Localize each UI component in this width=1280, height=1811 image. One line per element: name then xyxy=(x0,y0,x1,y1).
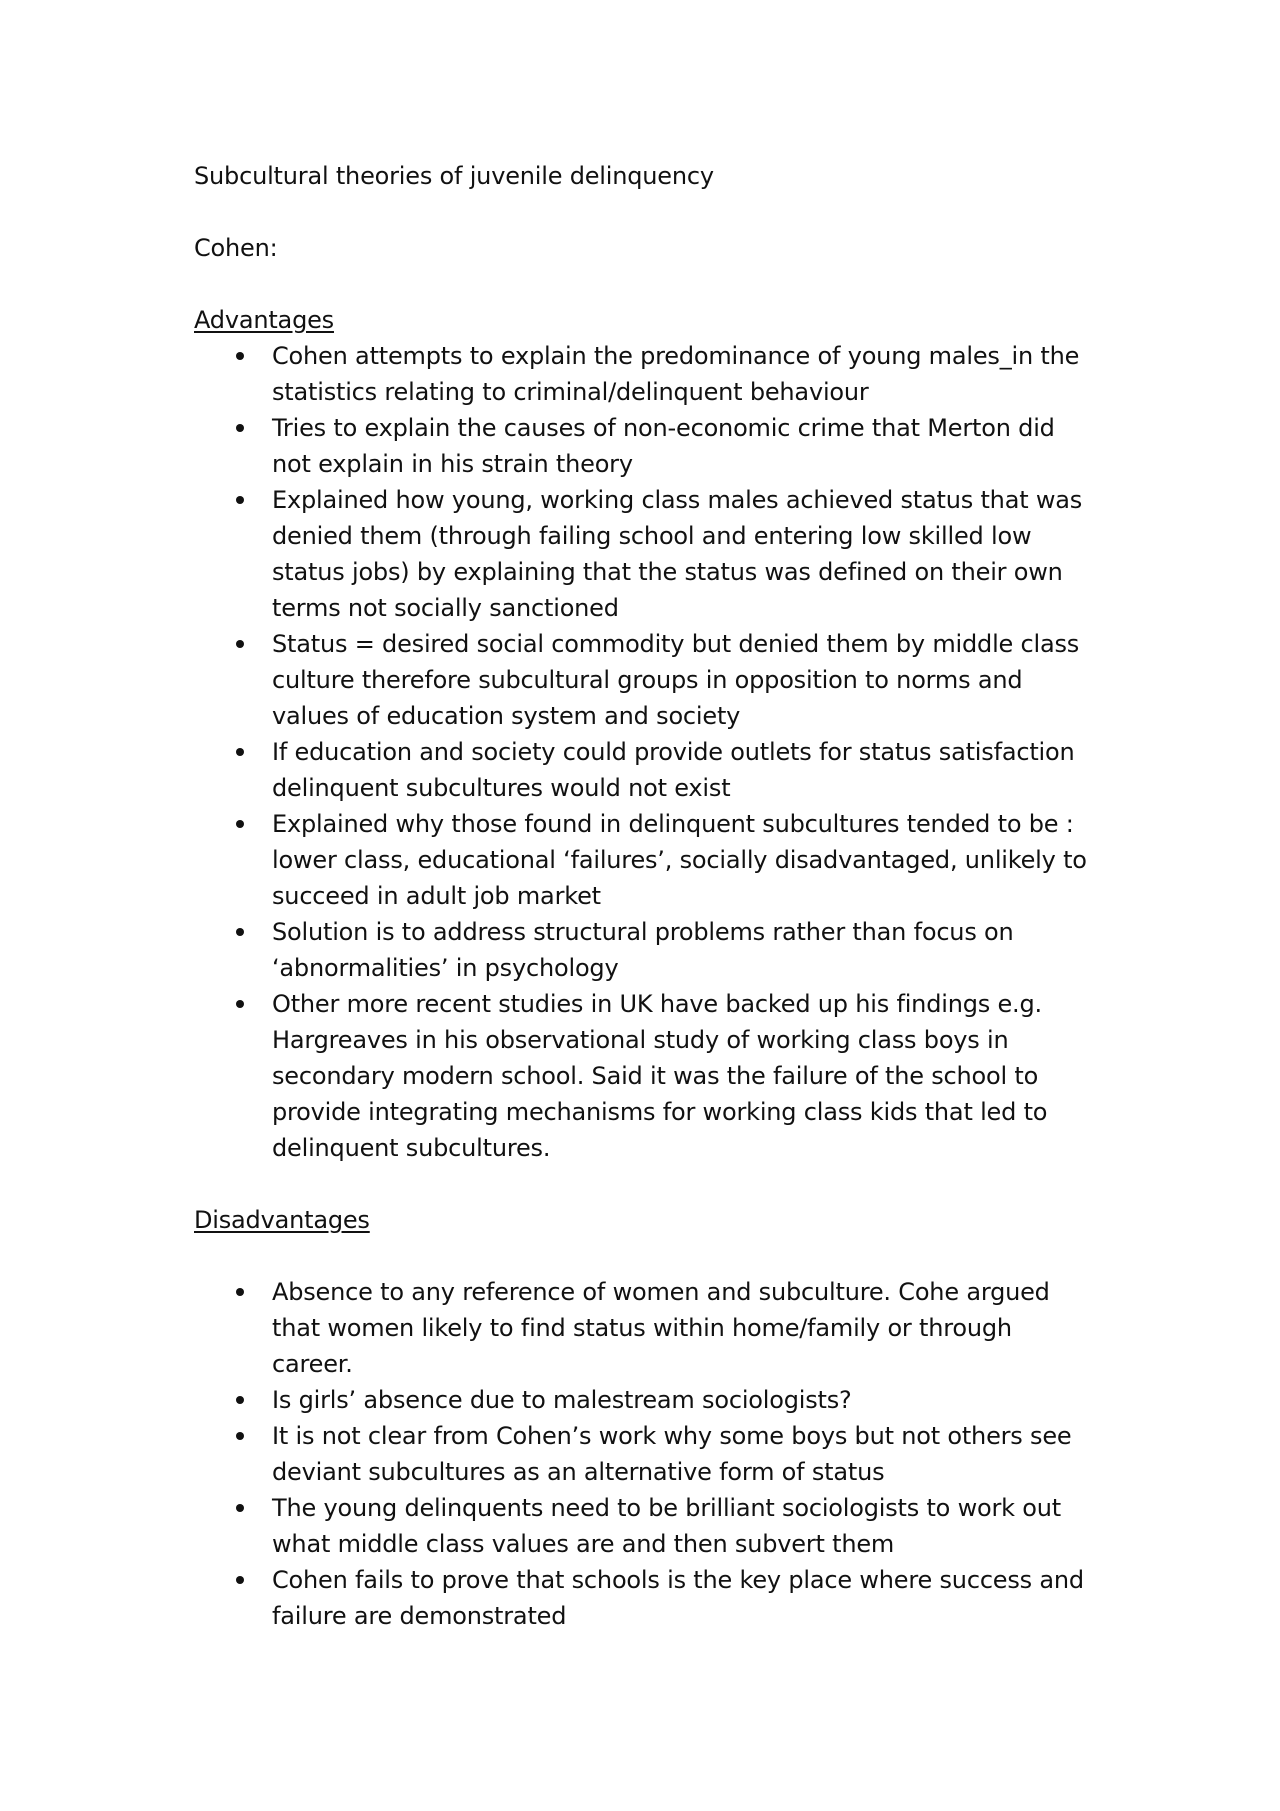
list-item-text: Tries to explain the causes of non-economic crime that Merton did not explain in his strain theory xyxy=(272,414,1055,478)
bullet-icon xyxy=(236,424,244,432)
bullet-icon xyxy=(236,496,244,504)
author-heading: Cohen: xyxy=(194,234,278,262)
bullet-icon xyxy=(236,1432,244,1440)
list-item xyxy=(194,986,1094,1166)
bullet-icon xyxy=(236,1504,244,1512)
list-item xyxy=(194,914,1094,986)
list-item xyxy=(194,806,1094,914)
list-item xyxy=(194,1274,1094,1382)
list-item xyxy=(194,734,1094,806)
bullet-icon xyxy=(236,1288,244,1296)
list-item-text: Explained how young, working class males achieved status that was denied them (through failing school and entering low skilled low status jobs) by explaining that the status was defined on their own terms not socially sanctioned xyxy=(272,486,1083,622)
advantages-heading: Advantages xyxy=(194,306,334,334)
list-item-text: Cohen attempts to explain the predominance of young males_in the statistics relating to criminal/delinquent behaviour xyxy=(272,342,1080,406)
document-body xyxy=(194,158,1094,1634)
list-item xyxy=(194,626,1094,734)
list-item-text: Is girls’ absence due to malestream sociologists? xyxy=(272,1386,852,1414)
document-title: Subcultural theories of juvenile delinquency xyxy=(194,162,714,190)
bullet-icon xyxy=(236,1000,244,1008)
list-item xyxy=(194,410,1094,482)
list-item xyxy=(194,338,1094,410)
list-item xyxy=(194,482,1094,626)
list-item-text: Status = desired social commodity but denied them by middle class culture therefore subcultural groups in opposition to norms and values of education system and society xyxy=(272,630,1080,730)
list-item-text: The young delinquents need to be brilliant sociologists to work out what middle class values are and then subvert them xyxy=(272,1494,1062,1558)
list-item-text: Solution is to address structural problems rather than focus on ‘abnormalities’ in psychology xyxy=(272,918,1014,982)
disadvantages-heading: Disadvantages xyxy=(194,1206,370,1234)
list-item xyxy=(194,1562,1094,1634)
disadvantages-list xyxy=(194,1274,1094,1634)
list-item xyxy=(194,1382,1094,1418)
list-item-text: Explained why those found in delinquent subcultures tended to be : lower class, educational ‘failures’, socially disadvantaged, unlikely to succeed in adult job market xyxy=(272,810,1087,910)
bullet-icon xyxy=(236,1396,244,1404)
bullet-icon xyxy=(236,640,244,648)
bullet-icon xyxy=(236,748,244,756)
list-item-text: It is not clear from Cohen’s work why some boys but not others see deviant subcultures as an alternative form of status xyxy=(272,1422,1072,1486)
bullet-icon xyxy=(236,1576,244,1584)
bullet-icon xyxy=(236,928,244,936)
advantages-list xyxy=(194,338,1094,1166)
list-item-text: Absence to any reference of women and subculture. Cohe argued that women likely to find status within home/family or through career. xyxy=(272,1278,1050,1378)
bullet-icon xyxy=(236,352,244,360)
list-item xyxy=(194,1418,1094,1490)
list-item-text: Other more recent studies in UK have backed up his findings e.g. Hargreaves in his observational study of working class boys in secondary modern school. Said it was the failure of the school to provide integrating mechanisms for working class kids that led to delinquent subcultures. xyxy=(272,990,1048,1162)
bullet-icon xyxy=(236,820,244,828)
list-item-text: Cohen fails to prove that schools is the key place where success and failure are demonstrated xyxy=(272,1566,1084,1630)
list-item-text: If education and society could provide outlets for status satisfaction delinquent subcultures would not exist xyxy=(272,738,1075,802)
list-item xyxy=(194,1490,1094,1562)
